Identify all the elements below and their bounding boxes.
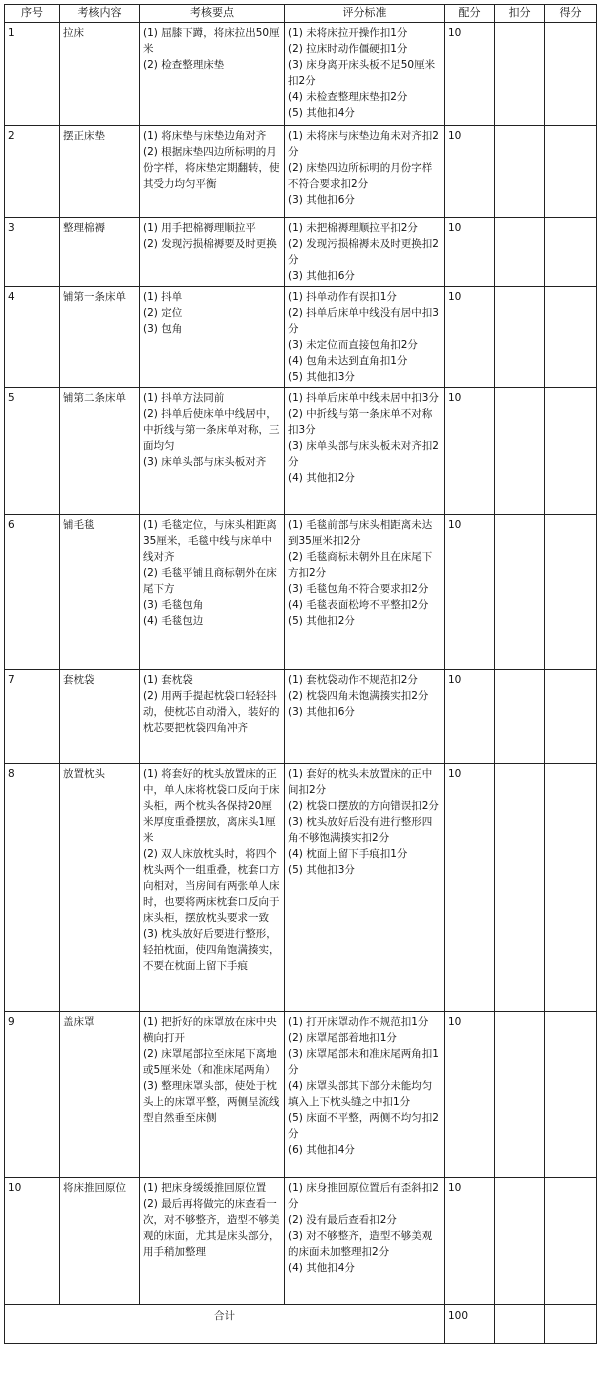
criteria-item: (3) 未定位而直接包角扣2分 — [288, 339, 418, 351]
criteria-item: (3) 床单头部与床头板未对齐扣2分 — [288, 440, 439, 468]
point-item: (2) 最后再将做完的床查看一次，对不够整齐，造型不够美观的床面，尤其是床头部分，用手稍加整理 — [143, 1198, 280, 1258]
table-row — [5, 126, 597, 218]
criteria-item: (3) 对不够整齐，造型不够美观的床面未加整理扣2分 — [288, 1230, 433, 1258]
total-row — [5, 1305, 597, 1344]
row-deduct-cell — [495, 23, 545, 126]
row-criteria — [285, 1012, 445, 1178]
header-content: 考核内容 — [60, 5, 140, 23]
row-points — [140, 287, 285, 388]
row-got-cell — [545, 764, 597, 1012]
row-score: 10 — [445, 1012, 495, 1178]
criteria-item: (1) 未将床拉开操作扣1分 — [288, 27, 408, 39]
row-score: 10 — [445, 515, 495, 670]
row-number: 1 — [5, 23, 60, 126]
row-criteria — [285, 218, 445, 287]
table-row — [5, 287, 597, 388]
row-score: 10 — [445, 670, 495, 764]
point-item: (1) 把折好的床罩放在床中央横向打开 — [143, 1016, 277, 1044]
criteria-item: (4) 未检查整理床垫扣2分 — [288, 91, 408, 103]
point-item: (3) 包角 — [143, 323, 183, 335]
row-got-cell — [545, 1178, 597, 1305]
header-got: 得分 — [545, 5, 597, 23]
row-number: 7 — [5, 670, 60, 764]
criteria-item: (1) 床身推回原位置后有歪斜扣2分 — [288, 1182, 439, 1210]
criteria-item: (1) 抖单后床单中线未居中扣3分 — [288, 392, 439, 404]
criteria-item: (5) 其他扣4分 — [288, 107, 355, 119]
row-criteria — [285, 287, 445, 388]
row-number: 4 — [5, 287, 60, 388]
criteria-item: (1) 未将床与床垫边角未对齐扣2分 — [288, 130, 439, 158]
row-got-cell — [545, 126, 597, 218]
row-deduct-cell — [495, 287, 545, 388]
point-item: (2) 抖单后使床单中线居中，中折线与第一条床单对称，三面均匀 — [143, 408, 280, 452]
point-item: (1) 把床身缓缓推回原位置 — [143, 1182, 267, 1194]
row-points — [140, 126, 285, 218]
row-criteria — [285, 670, 445, 764]
point-item: (3) 床单头部与床头板对齐 — [143, 456, 267, 468]
row-deduct-cell — [495, 515, 545, 670]
criteria-item: (3) 毛毯包角不符合要求扣2分 — [288, 583, 429, 595]
criteria-item: (6) 其他扣4分 — [288, 1144, 355, 1156]
table-body — [5, 23, 597, 1305]
criteria-item: (4) 床罩头部其下部分未能均匀填入上下枕头缝之中扣1分 — [288, 1080, 433, 1108]
criteria-item: (4) 其他扣4分 — [288, 1262, 355, 1274]
row-got-cell — [545, 388, 597, 515]
row-criteria — [285, 126, 445, 218]
criteria-item: (5) 其他扣3分 — [288, 371, 355, 383]
row-content: 放置枕头 — [60, 764, 140, 1012]
row-points — [140, 1178, 285, 1305]
criteria-item: (2) 中折线与第一条床单不对称扣3分 — [288, 408, 433, 436]
point-item: (2) 发现污损棉褥要及时更换 — [143, 238, 277, 250]
criteria-item: (3) 枕头放好后没有进行整形四角不够饱满揍实扣2分 — [288, 816, 433, 844]
criteria-item: (3) 床罩尾部未和准床尾两角扣1分 — [288, 1048, 439, 1076]
criteria-item: (4) 其他扣2分 — [288, 472, 355, 484]
criteria-item: (2) 床罩尾部着地扣1分 — [288, 1032, 397, 1044]
criteria-item: (4) 包角未达到直角扣1分 — [288, 355, 408, 367]
point-item: (2) 定位 — [143, 307, 183, 319]
table-row — [5, 23, 597, 126]
criteria-item: (1) 抖单动作有误扣1分 — [288, 291, 397, 303]
total-label: 合计 — [5, 1305, 445, 1344]
point-item: (1) 抖单方法同前 — [143, 392, 225, 404]
table-row — [5, 218, 597, 287]
row-deduct-cell — [495, 1012, 545, 1178]
criteria-item: (2) 枕袋四角未饱满揍实扣2分 — [288, 690, 429, 702]
row-score: 10 — [445, 388, 495, 515]
total-score: 100 — [445, 1305, 495, 1344]
header-score: 配分 — [445, 5, 495, 23]
row-content: 铺毛毯 — [60, 515, 140, 670]
row-score: 10 — [445, 126, 495, 218]
row-score: 10 — [445, 1178, 495, 1305]
row-got-cell — [545, 287, 597, 388]
row-content: 套枕袋 — [60, 670, 140, 764]
criteria-item: (2) 毛毯商标未朝外且在床尾下方扣2分 — [288, 551, 433, 579]
criteria-item: (4) 毛毯表面松垮不平整扣2分 — [288, 599, 429, 611]
criteria-item: (1) 毛毯前部与床头相距离未达到35厘米扣2分 — [288, 519, 433, 547]
row-content: 整理棉褥 — [60, 218, 140, 287]
criteria-item: (3) 其他扣6分 — [288, 706, 355, 718]
row-points — [140, 388, 285, 515]
row-deduct-cell — [495, 670, 545, 764]
point-item: (2) 床罩尾部拉至床尾下离地或5厘米处（和准床尾两角） — [143, 1048, 277, 1076]
row-points — [140, 23, 285, 126]
row-points — [140, 764, 285, 1012]
row-got-cell — [545, 218, 597, 287]
point-item: (2) 根据床垫四边所标明的月份字样，将床垫定期翻转，使其受力均匀平衡 — [143, 146, 280, 190]
point-item: (1) 将套好的枕头放置床的正中，单人床将枕袋口反向于床头柜，两个枕头各保持20厘米厚度重叠摆放，离床头1厘米 — [143, 768, 280, 844]
row-score: 10 — [445, 764, 495, 1012]
point-item: (3) 整理床罩头部，使处于枕头上的床罩平整，两侧呈流线型自然垂至床侧 — [143, 1080, 280, 1124]
scoring-table — [4, 4, 597, 1344]
header-deduct: 扣分 — [495, 5, 545, 23]
criteria-item: (5) 床面不平整，两侧不均匀扣2分 — [288, 1112, 439, 1140]
point-item: (2) 用两手提起枕袋口轻轻抖动，使枕芯自动滑入，装好的枕芯要把枕袋四角冲齐 — [143, 690, 280, 734]
table-row — [5, 764, 597, 1012]
row-score: 10 — [445, 287, 495, 388]
criteria-item: (5) 其他扣2分 — [288, 615, 355, 627]
table-row — [5, 388, 597, 515]
row-deduct-cell — [495, 388, 545, 515]
row-content: 摆正床垫 — [60, 126, 140, 218]
row-number: 5 — [5, 388, 60, 515]
criteria-item: (1) 套枕袋动作不规范扣2分 — [288, 674, 418, 686]
table-row — [5, 1012, 597, 1178]
table-row — [5, 515, 597, 670]
point-item: (2) 双人床放枕头时，将四个枕头两个一组重叠，枕套口方向相对，当房间有两张单人床时，也要将两床枕套口反向于床头柜，摆放枕头要求一致 — [143, 848, 280, 924]
criteria-item: (1) 套好的枕头未放置床的正中间扣2分 — [288, 768, 433, 796]
row-content: 铺第二条床单 — [60, 388, 140, 515]
row-criteria — [285, 1178, 445, 1305]
header-no: 序号 — [5, 5, 60, 23]
row-points — [140, 1012, 285, 1178]
row-content: 拉床 — [60, 23, 140, 126]
criteria-item: (1) 打开床罩动作不规范扣1分 — [288, 1016, 429, 1028]
row-criteria — [285, 23, 445, 126]
row-deduct-cell — [495, 764, 545, 1012]
row-number: 3 — [5, 218, 60, 287]
point-item: (3) 枕头放好后要进行整形，轻拍枕面，使四角饱满揍实，不要在枕面上留下手痕 — [143, 928, 280, 972]
row-content: 将床推回原位 — [60, 1178, 140, 1305]
row-deduct-cell — [495, 1178, 545, 1305]
row-content: 铺第一条床单 — [60, 287, 140, 388]
criteria-item: (2) 拉床时动作僵硬扣1分 — [288, 43, 408, 55]
row-deduct-cell — [495, 218, 545, 287]
point-item: (1) 抖单 — [143, 291, 183, 303]
row-score: 10 — [445, 218, 495, 287]
point-item: (2) 检查整理床垫 — [143, 59, 225, 71]
row-number: 2 — [5, 126, 60, 218]
criteria-item: (2) 床垫四边所标明的月份字样不符合要求扣2分 — [288, 162, 433, 190]
row-number: 8 — [5, 764, 60, 1012]
row-criteria — [285, 764, 445, 1012]
criteria-item: (2) 发现污损棉褥未及时更换扣2分 — [288, 238, 439, 266]
point-item: (1) 用手把棉褥理顺拉平 — [143, 222, 256, 234]
criteria-item: (4) 枕面上留下手痕扣1分 — [288, 848, 408, 860]
criteria-item: (3) 其他扣6分 — [288, 270, 355, 282]
row-criteria — [285, 515, 445, 670]
row-deduct-cell — [495, 126, 545, 218]
row-got-cell — [545, 515, 597, 670]
header-criteria: 评分标准 — [285, 5, 445, 23]
table-row — [5, 670, 597, 764]
row-number: 10 — [5, 1178, 60, 1305]
table-row — [5, 1178, 597, 1305]
row-points — [140, 515, 285, 670]
row-number: 9 — [5, 1012, 60, 1178]
criteria-item: (2) 枕袋口摆放的方向错误扣2分 — [288, 800, 439, 812]
total-got-cell — [545, 1305, 597, 1344]
point-item: (2) 毛毯平铺且商标朝外在床尾下方 — [143, 567, 277, 595]
row-criteria — [285, 388, 445, 515]
criteria-item: (3) 其他扣6分 — [288, 194, 355, 206]
header-row — [5, 5, 597, 23]
criteria-item: (3) 床身离开床头板不足50厘米扣2分 — [288, 59, 436, 87]
row-got-cell — [545, 1012, 597, 1178]
point-item: (3) 毛毯包角 — [143, 599, 204, 611]
row-got-cell — [545, 670, 597, 764]
criteria-item: (1) 未把棉褥理顺拉平扣2分 — [288, 222, 418, 234]
criteria-item: (5) 其他扣3分 — [288, 864, 355, 876]
point-item: (1) 套枕袋 — [143, 674, 193, 686]
header-points: 考核要点 — [140, 5, 285, 23]
row-number: 6 — [5, 515, 60, 670]
row-points — [140, 218, 285, 287]
row-score: 10 — [445, 23, 495, 126]
point-item: (1) 将床垫与床垫边角对齐 — [143, 130, 267, 142]
row-got-cell — [545, 23, 597, 126]
criteria-item: (2) 抖单后床单中线没有居中扣3分 — [288, 307, 439, 335]
point-item: (1) 毛毯定位，与床头相距离35厘米，毛毯中线与床单中线对齐 — [143, 519, 277, 563]
point-item: (1) 屈膝下蹲，将床拉出50厘米 — [143, 27, 280, 55]
criteria-item: (2) 没有最后查看扣2分 — [288, 1214, 397, 1226]
row-points — [140, 670, 285, 764]
point-item: (4) 毛毯包边 — [143, 615, 204, 627]
row-content: 盖床罩 — [60, 1012, 140, 1178]
total-deduct-cell — [495, 1305, 545, 1344]
